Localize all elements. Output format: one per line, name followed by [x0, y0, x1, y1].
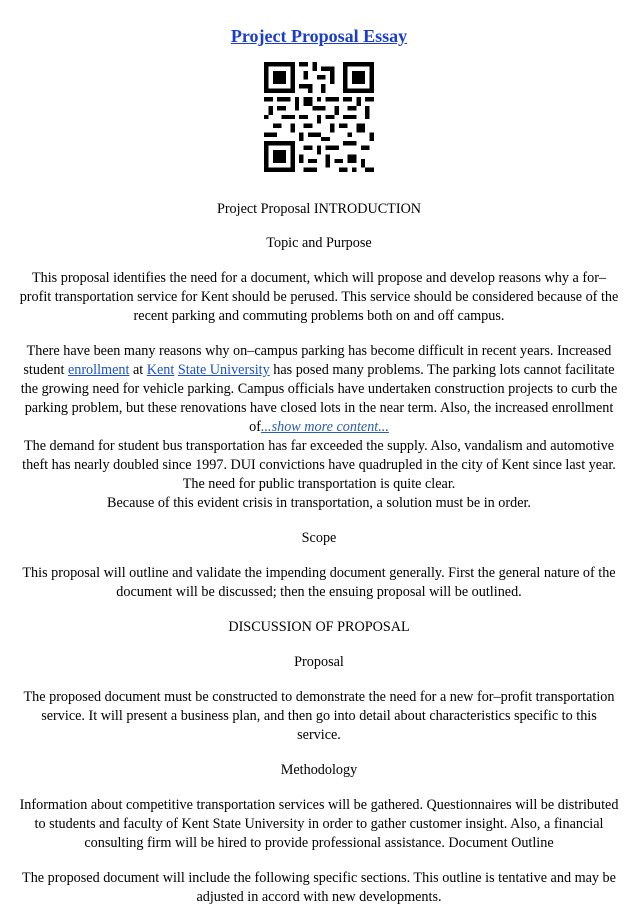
qr-code-icon — [264, 62, 374, 172]
paragraph-2-text-b: at — [129, 362, 147, 378]
paragraph-2-text-c: has posed many problems. The parking lots cannot facilitate the growing need for vehicle parking. Campus officials have undertaken construction projects to curb the parking problem, but these renovations have closed lots in the near term. Also, the increased enrollment of — [20, 362, 618, 435]
paragraph-5: The proposed document must be constructed to demonstrate the need for a new for–profit transportation service. It will present a business plan, and then go into detail about characteristics specific to this service. — [23, 689, 615, 743]
state-university-link[interactable]: State University — [177, 362, 270, 378]
paragraph-2-text-a: There have been many reasons why on–campus parking has become difficult in recent years. Increased student — [23, 343, 612, 378]
enrollment-link[interactable]: enrollment — [67, 362, 130, 378]
heading-discussion: DISCUSSION OF PROPOSAL — [228, 619, 410, 635]
paragraph-4: This proposal will outline and validate the impending document generally. First the general nature of the document will be discussed; then the ensuing proposal will be outlined. — [22, 565, 616, 600]
show-more-link[interactable]: ...show more content... — [260, 419, 389, 435]
kent-link[interactable]: Kent — [146, 362, 175, 378]
heading-scope: Scope — [301, 530, 337, 546]
heading-proposal: Proposal — [294, 654, 344, 670]
heading-methodology: Methodology — [280, 762, 358, 778]
paragraph-2 — [18, 342, 620, 437]
document-title-link[interactable]: Project Proposal Essay — [230, 26, 408, 46]
paragraph-3: The demand for student bus transportation has far exceeded the supply. Also, vandalism and automotive theft has nearly doubled since 1997. DUI convictions have quadrupled in the city of Kent since last year. The need for public transportation is quite clear. — [22, 438, 616, 492]
paragraph-3b: Because of this evident crisis in transportation, a solution must be in order. — [107, 495, 531, 511]
paragraph-6: Information about competitive transportation services will be gathered. Questionnaires will be distributed to students and faculty of Kent State University in order to gather customer insight. Also, a financial consulting firm will be hired to provide professional assistance. Document Outline — [19, 797, 619, 851]
paragraph-7: The proposed document will include the following specific sections. This outline is tentative and may be adjusted in accord with new developments. — [22, 870, 616, 905]
heading-topic-purpose: Topic and Purpose — [266, 235, 372, 251]
paragraph-1: This proposal identifies the need for a document, which will propose and develop reasons why a for–profit transportation service for Kent should be perused. This service should be considered because of the recent parking and commuting problems both on and off campus. — [19, 270, 619, 324]
heading-introduction: Project Proposal INTRODUCTION — [216, 201, 422, 217]
essay-body — [18, 200, 620, 907]
